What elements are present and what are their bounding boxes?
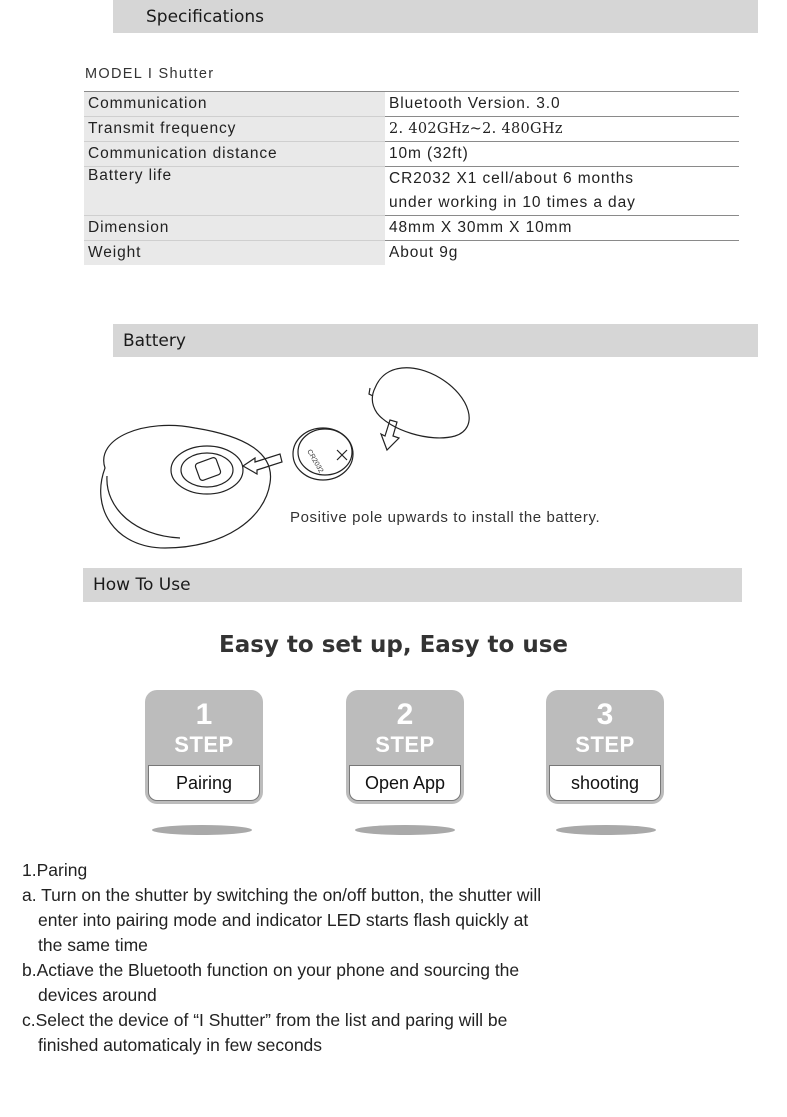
table-row xyxy=(84,117,739,142)
pairing-instructions xyxy=(22,858,762,1058)
spec-value-line: CR2032 X1 cell/about 6 months xyxy=(389,170,634,187)
spec-table xyxy=(84,91,739,265)
spec-value: About 9g xyxy=(385,241,739,266)
spec-key: Dimension xyxy=(84,216,385,241)
instruction-line: the same time xyxy=(38,935,148,955)
step-label: Pairing xyxy=(148,765,260,801)
step-word: STEP xyxy=(575,732,635,757)
instruction-line: b.Actiave the Bluetooth function on your phone and sourcing the xyxy=(22,960,520,980)
table-row xyxy=(84,142,739,167)
camera-icon xyxy=(195,457,222,481)
step-number: 2 xyxy=(396,698,414,731)
svg-text:CR2032: CR2032 xyxy=(305,448,325,475)
step-number: 3 xyxy=(596,698,614,731)
how-to-use-header xyxy=(83,568,742,602)
instruction-line: a. Turn on the shutter by switching the on/off button, the shutter will xyxy=(22,885,542,905)
battery-install-illustration xyxy=(85,358,505,558)
battery-cover xyxy=(372,368,469,438)
headline: Easy to set up, Easy to use xyxy=(219,632,568,658)
shutter-body xyxy=(101,425,271,548)
spec-key: Communication xyxy=(84,92,385,117)
spec-value: 48mm X 30mm X 10mm xyxy=(385,216,739,241)
battery-note: Positive pole upwards to install the battery. xyxy=(290,509,601,526)
spec-value: 10m (32ft) xyxy=(385,142,739,167)
step-3-card xyxy=(546,690,664,804)
instruction-line: enter into pairing mode and indicator LED starts flash quickly at xyxy=(38,910,529,930)
battery-header xyxy=(113,324,758,357)
spec-key: Transmit frequency xyxy=(84,117,385,142)
step-word: STEP xyxy=(375,732,435,757)
step-label: shooting xyxy=(549,765,661,801)
battery-title: Battery xyxy=(123,330,186,351)
spec-key: Weight xyxy=(84,241,385,266)
table-row xyxy=(84,167,739,216)
table-row xyxy=(84,241,739,266)
spec-value-line: under working in 10 times a day xyxy=(389,194,636,211)
step-shadow xyxy=(355,825,455,835)
instruction-line: devices around xyxy=(38,985,157,1005)
step-shadow xyxy=(556,825,656,835)
step-1-card xyxy=(145,690,263,804)
instructions-title: 1.Paring xyxy=(22,860,88,880)
instruction-line: finished automaticaly in few seconds xyxy=(38,1035,323,1055)
step-number: 1 xyxy=(195,698,213,731)
table-row xyxy=(84,92,739,117)
spec-key: Communication distance xyxy=(84,142,385,167)
step-shadow xyxy=(152,825,252,835)
arrow-left-icon xyxy=(243,454,282,474)
model-name: MODEL I Shutter xyxy=(85,66,215,82)
spec-value: Bluetooth Version. 3.0 xyxy=(385,92,739,117)
how-to-use-title: How To Use xyxy=(93,575,191,595)
specifications-header xyxy=(113,0,758,33)
instruction-line: c.Select the device of “I Shutter” from the list and paring will be xyxy=(22,1010,508,1030)
step-word: STEP xyxy=(174,732,234,757)
spec-value-multiline xyxy=(385,167,739,216)
spec-value: 2. 402GHz~2. 480GHz xyxy=(385,117,739,142)
step-2-card xyxy=(346,690,464,804)
specifications-title: Specifications xyxy=(146,6,265,27)
spec-key: Battery life xyxy=(84,167,385,216)
table-row xyxy=(84,216,739,241)
step-label: Open App xyxy=(349,765,461,801)
